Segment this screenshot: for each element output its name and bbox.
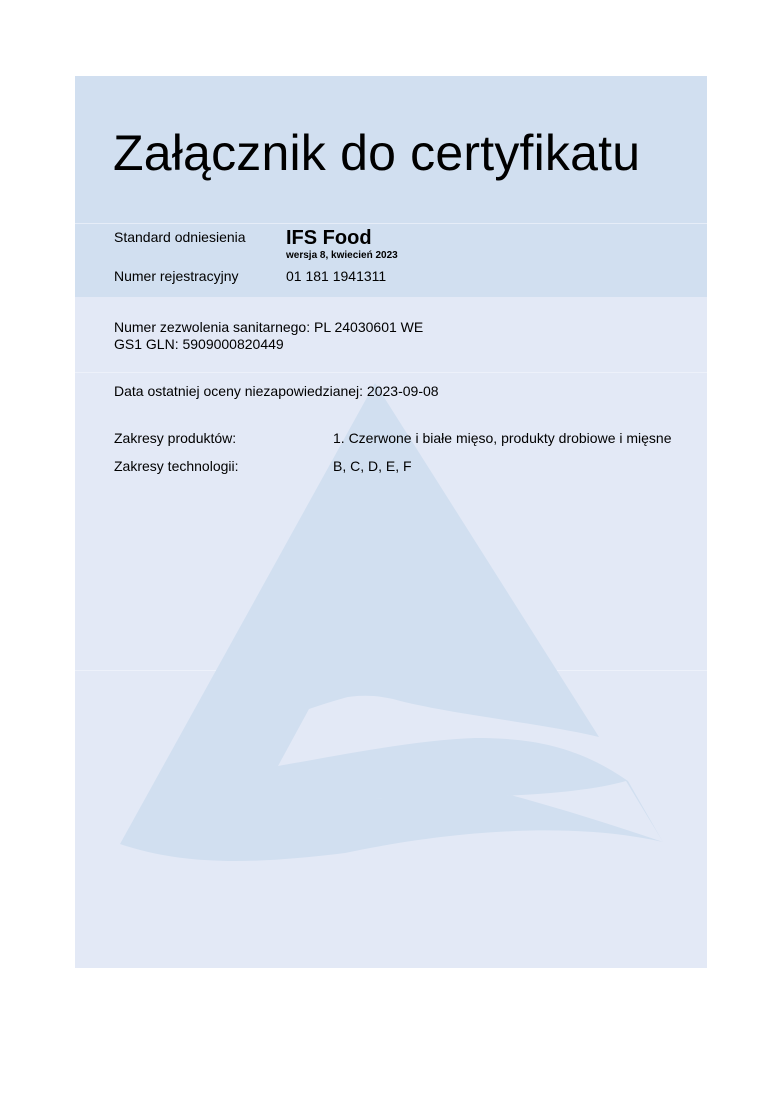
last-unannounced-assessment-date: Data ostatniej oceny niezapowiedzianej: 2023-09-08 (114, 383, 439, 399)
technology-scopes-value: B, C, D, E, F (333, 458, 412, 474)
sanitary-permit-number: Numer zezwolenia sanitarnego: PL 24030601 WE (114, 319, 424, 335)
product-scopes-label: Zakresy produktów: (114, 430, 237, 446)
standard-name: IFS Food (286, 227, 372, 249)
standard-label: Standard odniesienia (114, 229, 246, 245)
technology-scopes-label: Zakresy technologii: (114, 458, 239, 474)
registration-number: 01 181 1941311 (286, 268, 387, 284)
ifs-triangle-logo-icon (75, 76, 707, 968)
standard-version: wersja 8, kwiecień 2023 (286, 250, 398, 261)
product-scopes-value: 1. Czerwone i białe mięso, produkty drobiowe i mięsne (333, 430, 672, 446)
gs1-gln: GS1 GLN: 5909000820449 (114, 336, 284, 352)
registration-label: Numer rejestracyjny (114, 268, 239, 284)
certificate-panel (75, 76, 707, 968)
page-title: Załącznik do certyfikatu (113, 125, 641, 181)
